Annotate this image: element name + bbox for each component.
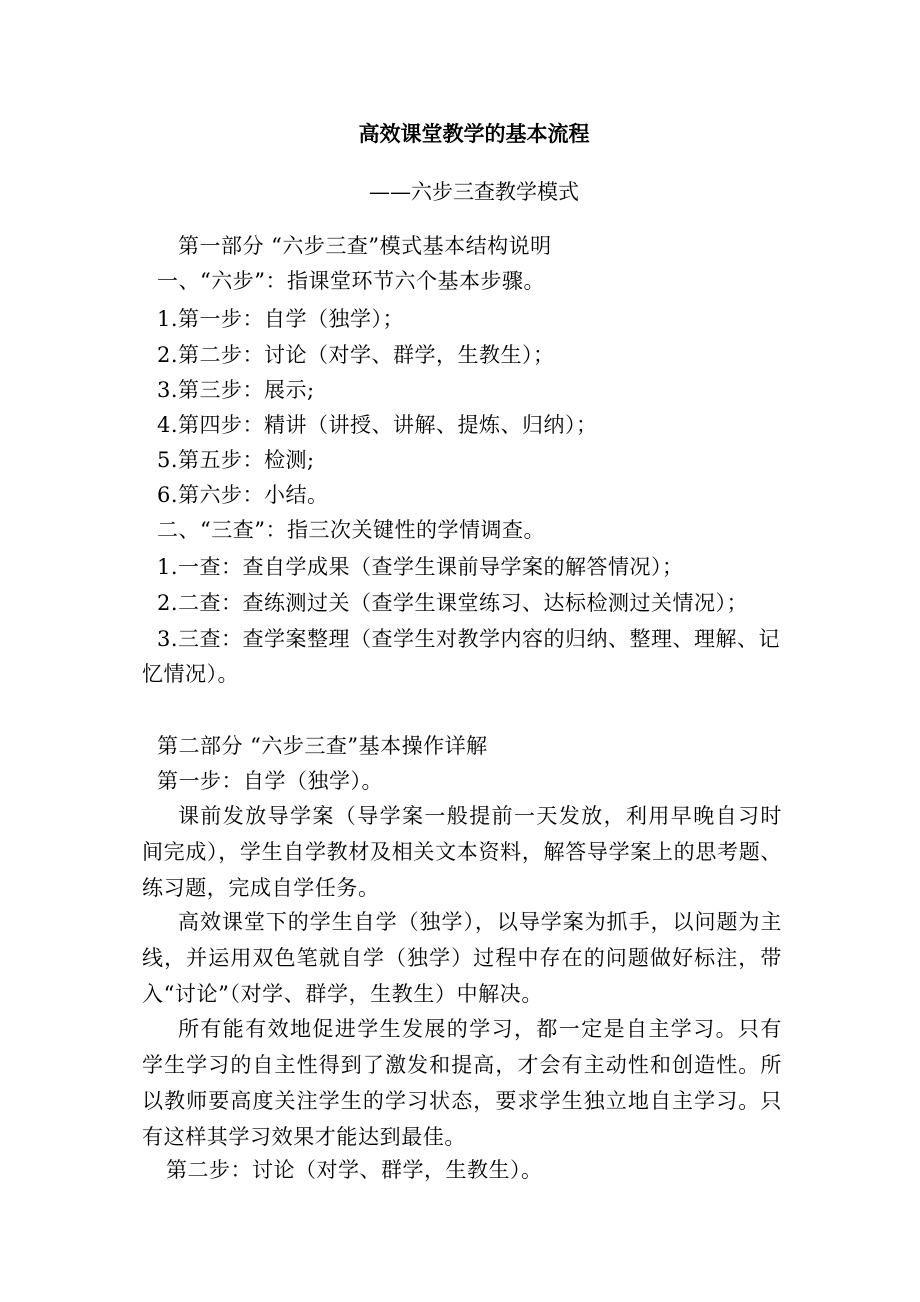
step1-heading: 第一步：自学（独学）。 (157, 769, 383, 793)
six-steps-item: 4.第四步：精讲（讲授、讲解、提炼、归纳）； (157, 413, 598, 437)
three-checks-item-continued: 忆情况）。 (142, 662, 239, 686)
six-steps-item: 5.第五步：检测; (157, 448, 315, 472)
three-checks-item: 3.三查：查学案整理（查学生对教学内容的归纳、整理、理解、记 (157, 627, 781, 651)
six-steps-item: 3.第三步：展示; (157, 378, 315, 402)
six-steps-item: 2.第二步：讨论（对学、群学，生教生）； (157, 343, 555, 367)
three-checks-heading: 二、“三查”：指三次关键性的学情调查。 (157, 518, 545, 542)
three-checks-item: 1.一查：查自学成果（查学生课前导学案的解答情况）； (157, 555, 684, 579)
six-steps-heading: 一、“六步”：指课堂环节六个基本步骤。 (157, 269, 545, 293)
three-checks-item: 2.二查：查练测过关（查学生课堂练习、达标检测过关情况）； (157, 591, 749, 615)
paragraph: 课前发放导学案（导学案一般提前一天发放，利用早晚自习时间完成），学生自学教材及相关文本资料，解答导学案上的思考题、练习题，完成自学任务。 (142, 804, 782, 900)
part2-heading: 第二部分 “六步三查”基本操作详解 (157, 734, 488, 758)
six-steps-item: 6.第六步：小结。 (157, 483, 329, 507)
step2-heading: 第二步：讨论（对学、群学，生教生）。 (166, 1158, 543, 1182)
six-steps-item: 1.第一步：自学（独学）； (157, 307, 405, 331)
document-title: 高效课堂教学的基本流程 (358, 121, 590, 146)
document-subtitle: ——六步三查教学模式 (369, 180, 579, 204)
part1-heading: 第一部分 “六步三查”模式基本结构说明 (178, 234, 552, 258)
paragraph: 所有能有效地促进学生发展的学习，都一定是自主学习。只有学生学习的自主性得到了激发和提高，才会有主动性和创造性。所以教师要高度关注学生的学习状态，要求学生独立地自主学习。只有这样其学习效果才能达到最佳。 (142, 1017, 782, 1149)
paragraph: 高效课堂下的学生自学（独学），以导学案为抓手，以问题为主线，并运用双色笔就自学（独学）过程中存在的问题做好标注，带入“讨论”（对学、群学，生教生）中解决。 (142, 910, 782, 1006)
